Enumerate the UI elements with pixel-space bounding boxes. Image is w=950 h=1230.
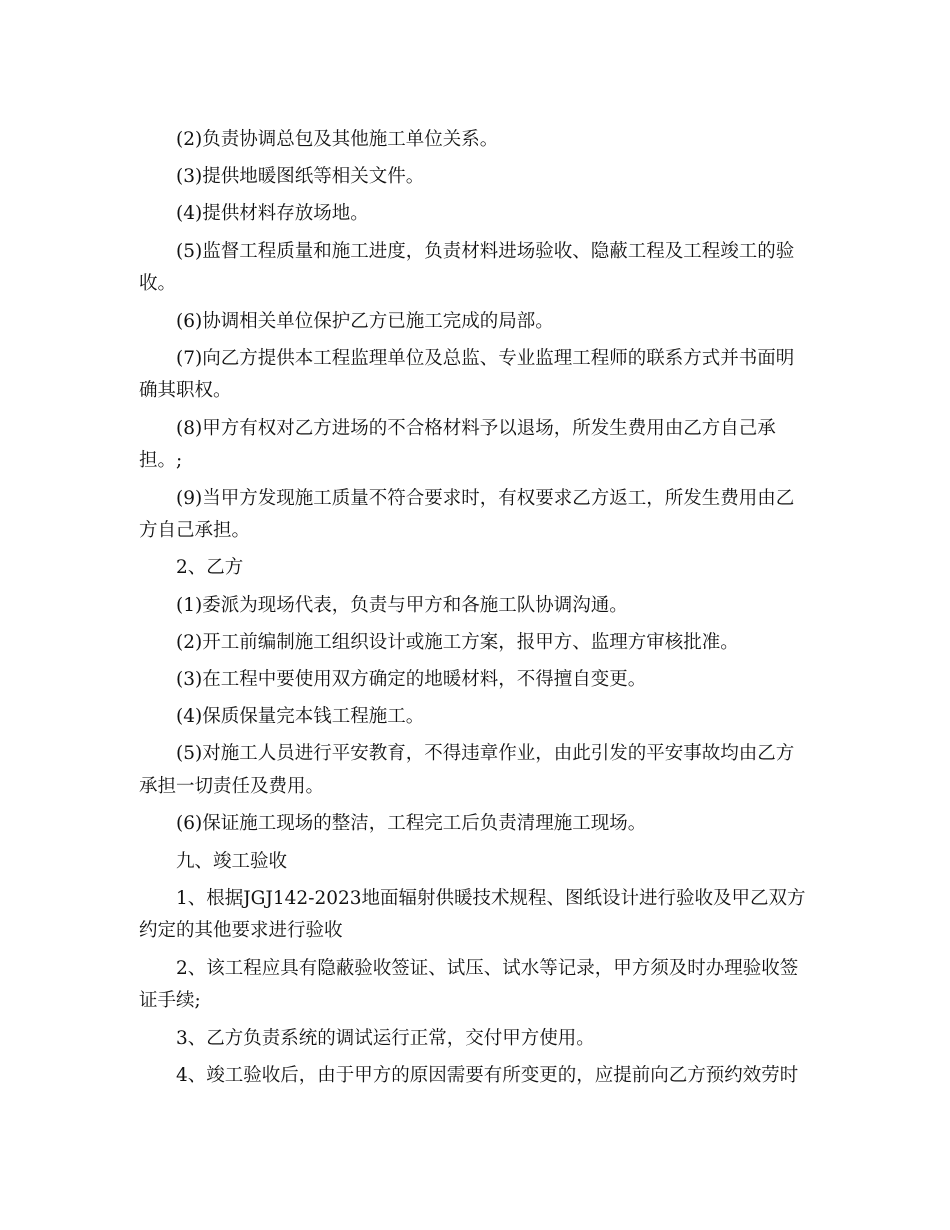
paragraph-acceptance-item-3: 3、乙方负责系统的调试运行正常，交付甲方使用。 [176,1027,595,1049]
paragraph-acceptance-item-2: 2、该工程应具有隐蔽验收签证、试压、试水等记录，甲方须及时办理验收签证手续; [139,957,799,1012]
paragraph-acceptance-item-1: 1、根据JGJ142-2023地面辐射供暖技术规程、图纸设计进行验收及甲乙双方约定的其他要求进行验收 [139,887,806,942]
paragraph-acceptance-item-4: 4、竣工验收后，由于甲方的原因需要有所变更的，应提前向乙方预约效劳时 [176,1064,799,1086]
paragraph-contractor-item-2: (2)开工前编制施工组织设计或施工方案，报甲方、监理方审核批准。 [176,631,739,653]
paragraph-owner-item-5: (5)监督工程质量和施工进度，负责材料进场验收、隐蔽工程及工程竣工的验收。 [139,240,795,295]
paragraph-owner-item-7: (7)向乙方提供本工程监理单位及总监、专业监理工程师的联系方式并书面明确其职权。 [139,347,795,402]
paragraph-contractor-item-6: (6)保证施工现场的整洁，工程完工后负责清理施工现场。 [176,813,647,835]
paragraph-owner-item-4: (4)提供材料存放场地。 [176,203,369,225]
paragraph-owner-item-6: (6)协调相关单位保护乙方已施工完成的局部。 [176,310,554,332]
paragraph-owner-item-2: (2)负责协调总包及其他施工单位关系。 [176,129,499,150]
paragraph-contractor-item-1: (1)委派为现场代表，负责与甲方和各施工队协调沟通。 [176,594,628,616]
document-body [139,124,811,1097]
paragraph-owner-item-9: (9)当甲方发现施工质量不符合要求时，有权要求乙方返工，所发生费用由乙方自己承担。 [139,487,795,542]
paragraph-contractor-item-4: (4)保质保量完本钱工程施工。 [176,706,425,728]
section-heading-acceptance: 九、竣工验收 [176,850,288,872]
paragraph-contractor-item-5: (5)对施工人员进行平安教育，不得违章作业，由此引发的平安事故均由乙方承担一切责任及费用。 [139,743,795,798]
paragraph-owner-item-8: (8)甲方有权对乙方进场的不合格材料予以退场，所发生费用由乙方自己承担。; [139,417,776,472]
section-heading-contractor: 2、乙方 [176,557,244,579]
paragraph-contractor-item-3: (3)在工程中要使用双方确定的地暖材料，不得擅自变更。 [176,669,647,691]
paragraph-owner-item-3: (3)提供地暖图纸等相关文件。 [176,166,425,188]
